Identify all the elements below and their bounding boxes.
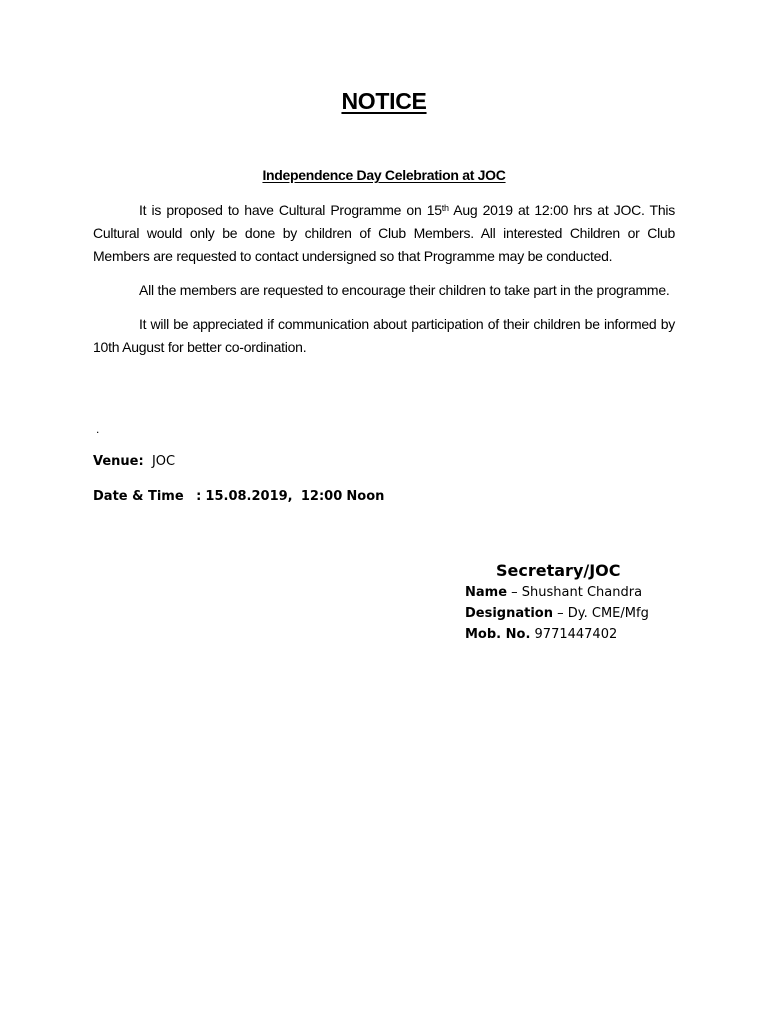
signature-name-line bbox=[465, 585, 642, 600]
notice-subtitle: Independence Day Celebration at JOC bbox=[262, 167, 506, 183]
venue-value: JOC bbox=[151, 454, 176, 469]
signature-designation-label: Designation bbox=[465, 606, 553, 621]
datetime-line bbox=[93, 489, 384, 504]
date-value: 15.08.2019, bbox=[205, 489, 293, 504]
body-paragraph-2: All the members are requested to encourage their children to take part in the programme. bbox=[139, 282, 670, 298]
signature-title: Secretary/JOC bbox=[496, 561, 621, 580]
signature-name-label: Name bbox=[465, 585, 508, 600]
signature-designation-value: – Dy. CME/Mfg bbox=[557, 606, 649, 621]
body-paragraph-3: It will be appreciated if communication about participation of their children be informed by 10th August for better co-ordination. bbox=[93, 316, 675, 355]
signature-mobile-label: Mob. No. bbox=[465, 627, 531, 642]
signature-name-value: – Shushant Chandra bbox=[511, 585, 643, 600]
notice-title: NOTICE bbox=[341, 88, 427, 114]
time-suffix: Noon bbox=[346, 489, 385, 504]
notice-body bbox=[93, 199, 675, 370]
signature-designation-line bbox=[465, 606, 649, 621]
signature-mobile-line bbox=[465, 627, 617, 642]
venue-label: Venue: bbox=[93, 454, 144, 469]
para1-start: It is proposed to have Cultural Programme on 15 bbox=[139, 202, 442, 218]
para1-superscript: th bbox=[441, 203, 449, 213]
datetime-label: Date & Time bbox=[93, 489, 184, 504]
datetime-separator: : bbox=[196, 489, 202, 504]
para1-end: Aug 2019 at 12:00 hrs at JOC. This Cultural would only be done by children of Club Members. All interested Children or Club Members are requested to contact undersigned so that Programme may be conducted. bbox=[93, 202, 675, 264]
stray-mark: . bbox=[96, 422, 100, 436]
signature-mobile-value: 9771447402 bbox=[534, 627, 618, 642]
time-value: 12:00 bbox=[300, 489, 343, 504]
body-paragraph-1 bbox=[93, 199, 675, 268]
venue-line bbox=[93, 454, 175, 469]
